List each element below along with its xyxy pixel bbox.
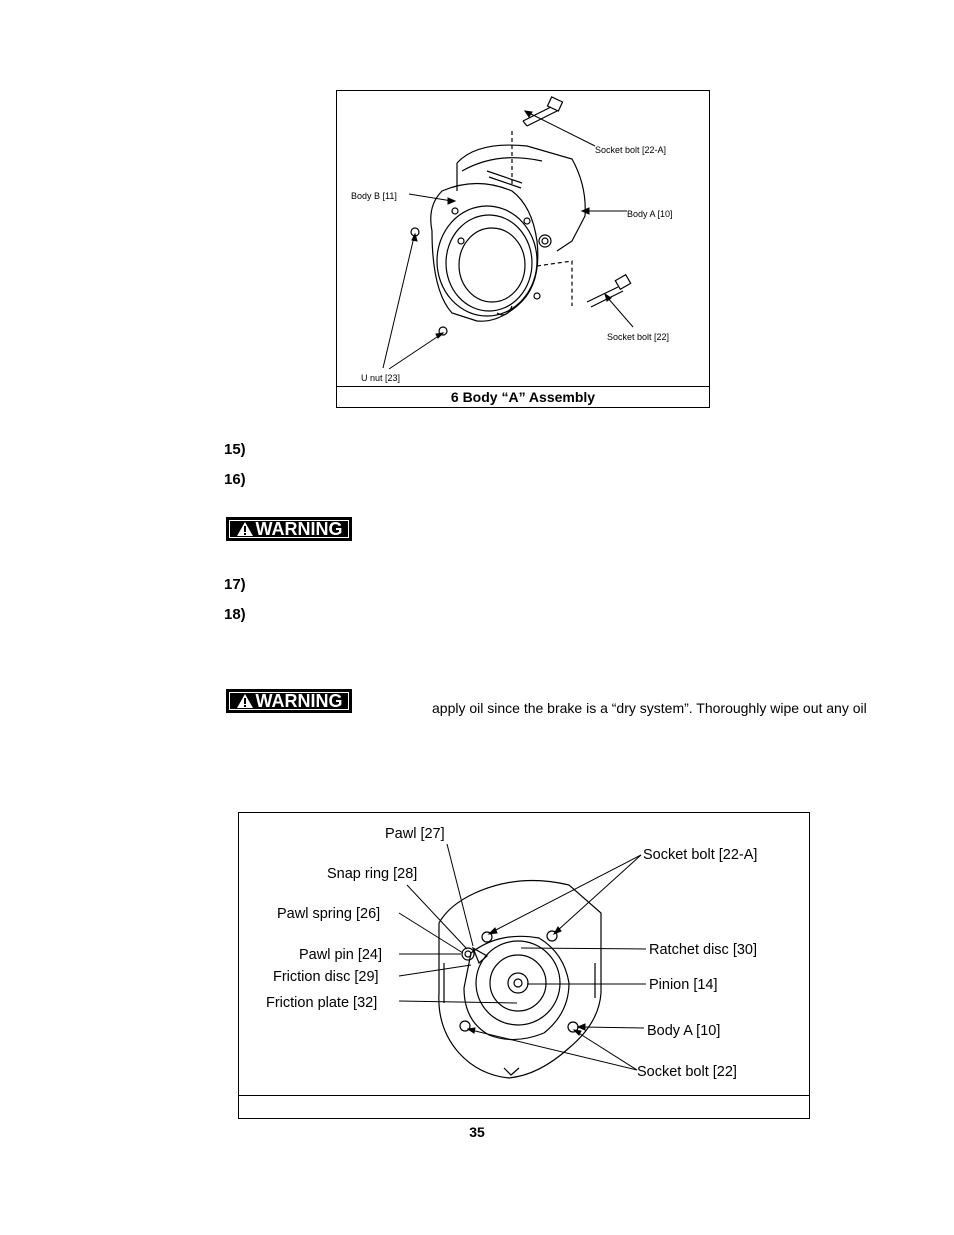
socket-bolt-bottom-drawing: [587, 275, 631, 307]
warning-label-1: WARNING: [255, 518, 343, 539]
page-number: 35: [469, 1124, 485, 1140]
warning-badge-1: [226, 517, 352, 541]
step-18-number: 18): [224, 606, 246, 623]
fig2-label-snap-ring: Snap ring [28]: [327, 866, 418, 882]
fig2-label-pinion: Pinion [14]: [649, 977, 718, 993]
fig2-label-socket-bolt-22: Socket bolt [22]: [637, 1064, 737, 1080]
warning-label-2: WARNING: [255, 690, 343, 711]
step-17-number: 17): [224, 576, 246, 593]
warning-badge-2: [226, 689, 352, 713]
fig2-label-ratchet-disc: Ratchet disc [30]: [649, 942, 757, 958]
warning-triangle-icon: [236, 693, 254, 709]
figure2-caption: [239, 1095, 809, 1118]
fig2-label-friction-disc: Friction disc [29]: [273, 969, 379, 985]
figure-body-a-assembly: [336, 90, 710, 408]
fig2-label-socket-bolt-22a: Socket bolt [22-A]: [643, 847, 758, 863]
figure1-caption: 6 Body “A” Assembly: [337, 386, 709, 407]
warning-2-text: apply oil since the brake is a “dry system”. Thoroughly wipe out any oil: [432, 700, 867, 716]
step-16-number: 16): [224, 471, 246, 488]
fig1-label-u-nut: U nut [23]: [361, 373, 401, 383]
body-a-assembly-drawing: [337, 91, 709, 387]
fig2-label-body-a: Body A [10]: [647, 1023, 721, 1039]
warning-triangle-icon: [236, 521, 254, 537]
fig2-label-pawl-pin: Pawl pin [24]: [299, 947, 383, 963]
step-15-number: 15): [224, 441, 246, 458]
fig1-label-socket-bolt-22: Socket bolt [22]: [607, 332, 670, 342]
fig2-label-pawl: Pawl [27]: [385, 826, 445, 842]
fig1-label-body-a: Body A [10]: [627, 209, 673, 219]
fig2-label-pawl-spring: Pawl spring [26]: [277, 906, 381, 922]
figure-brake-components: [238, 812, 810, 1119]
brake-components-drawing: [239, 813, 809, 1096]
fig1-label-socket-bolt-22a: Socket bolt [22-A]: [595, 145, 667, 155]
fig2-label-friction-plate: Friction plate [32]: [266, 995, 378, 1011]
fig1-label-body-b: Body B [11]: [351, 191, 397, 201]
